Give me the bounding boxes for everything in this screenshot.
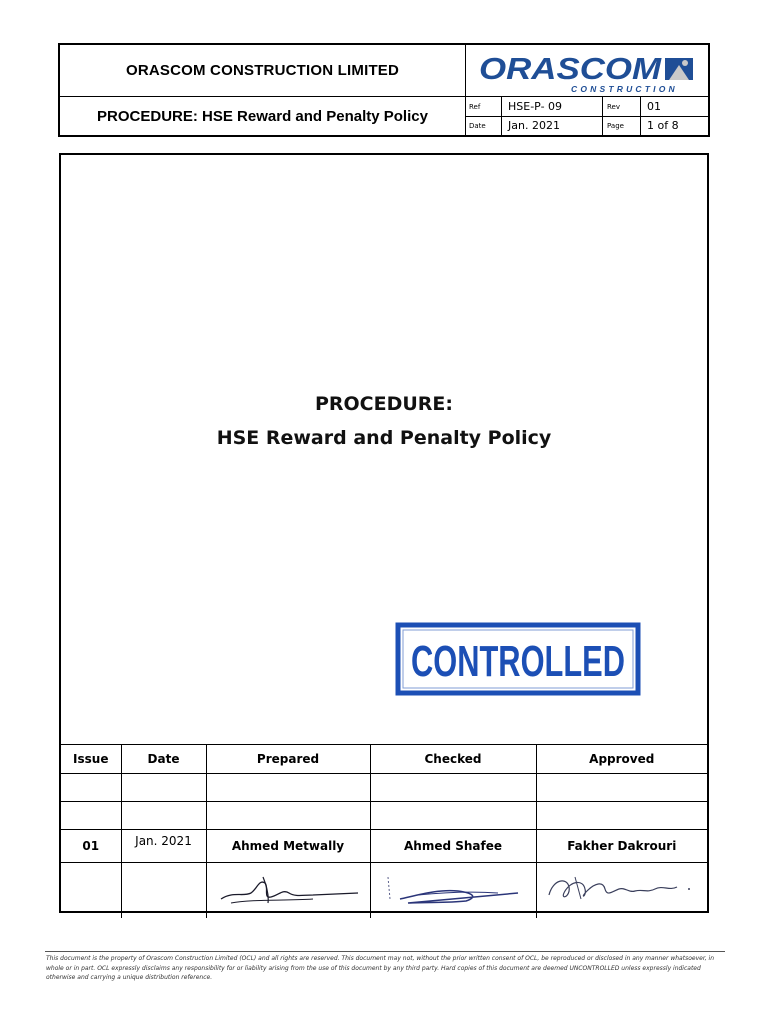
approved-signature [536,863,707,919]
orascom-logo [465,45,708,97]
checked-signature [370,863,536,919]
stamp-text: CONTROLLED [411,637,625,686]
footer-disclaimer: This document is the property of Orascom Construction Limited (OCL) and all rights are reserved. This document may not, without the prior written consent of OCL, be reproduced or disclosed in any manner whatsoever, in whole or in part. OCL expressly disclaims any responsibility for or liability arising from the use of this document by any third party. Hard copies of this document are deemed UNCONTROLLED unless expressly indicated otherwise and carrying a unique distribution reference. [46,955,715,981]
page-label: Page [603,116,641,135]
header-approved: Approved [536,745,707,774]
signature-prepared-image [213,869,363,909]
logo-wordmark: ORASCOM [479,51,663,86]
header-right [465,45,708,135]
document-header [58,43,710,137]
ref-value: HSE-P- 09 [502,97,603,116]
ref-label: Ref [465,97,502,116]
issue-number: 01 [61,830,121,863]
orascom-logo-graphic [465,45,708,97]
checked-by: Ahmed Shafee [370,830,536,863]
cover-title-line2: HSE Reward and Penalty Policy [216,427,552,449]
page-value: 1 of 8 [647,119,679,132]
document-meta [465,97,708,135]
table-row-empty [61,774,707,802]
table-row-empty [61,802,707,830]
controlled-stamp [394,621,642,697]
header-checked: Checked [370,745,536,774]
document-body [59,153,709,913]
procedure-title: PROCEDURE: HSE Reward and Penalty Policy [97,107,428,125]
header-prepared: Prepared [206,745,370,774]
table-row-issue-01 [61,830,707,863]
header-left [60,45,466,135]
header-issue: Issue [61,745,121,774]
footer-divider [45,951,725,952]
rev-value: 01 [647,100,661,113]
issue-date: Jan. 2021 [121,830,206,863]
signature-checked-image [378,869,528,909]
approval-header-row [61,745,707,774]
header-date: Date [121,745,206,774]
approved-by: Fakher Dakrouri [536,830,707,863]
meta-row-date [465,116,708,135]
rev-label: Rev [603,97,641,116]
approval-table [61,744,707,911]
meta-row-ref [465,97,708,117]
logo-emblem-icon [665,58,693,80]
cover-title-line1: PROCEDURE: [314,393,454,415]
signature-approved-image [539,869,704,909]
signature-row [61,863,707,919]
prepared-by: Ahmed Metwally [206,830,370,863]
company-name: ORASCOM CONSTRUCTION LIMITED [60,45,465,97]
date-label: Date [465,116,502,135]
date-value: Jan. 2021 [502,116,603,135]
logo-subline: CONSTRUCTION [571,84,678,94]
prepared-signature [206,863,370,919]
